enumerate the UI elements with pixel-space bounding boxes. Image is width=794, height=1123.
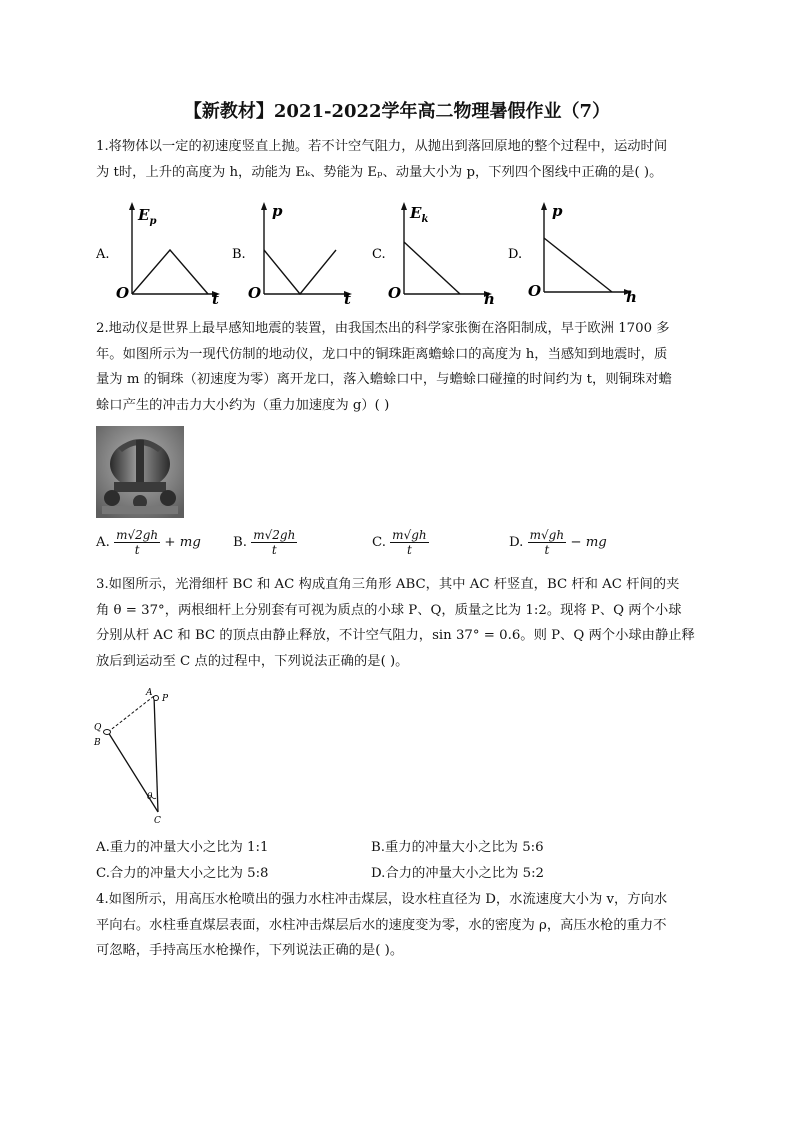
q1-a-curve bbox=[132, 250, 208, 294]
q1-option-a bbox=[96, 198, 226, 306]
q1-option-a-letter: A. bbox=[96, 247, 110, 262]
svg-text:p: p bbox=[552, 202, 563, 220]
q3-triangle-figure bbox=[92, 684, 182, 826]
svg-text:P: P bbox=[162, 694, 169, 704]
q3-line-3: 分别从杆 AC 和 BC 的顶点由静止释放，不计空气阻力，sin 37° = 0.6。则 P、Q 两个小球由静止释 bbox=[96, 628, 695, 643]
svg-text:t: t bbox=[212, 290, 219, 306]
svg-text:B: B bbox=[94, 738, 101, 748]
q1-option-c-letter: C. bbox=[372, 247, 386, 262]
q2-option-b: B. $\frac{m√2gh}{t}$ bbox=[233, 528, 296, 557]
q3-option-c: C.合力的冲量大小之比为 5:8 bbox=[96, 866, 269, 881]
svg-text:h: h bbox=[626, 288, 637, 306]
svg-text:O: O bbox=[528, 282, 542, 300]
q3-option-a: A.重力的冲量大小之比为 1:1 bbox=[96, 840, 269, 855]
svg-text:h: h bbox=[484, 290, 495, 306]
q4-line-1: 4.如图所示，用高压水枪喷出的强力水柱冲击煤层，设水柱直径为 D，水流速度大小为 v，方向水 bbox=[96, 892, 668, 907]
q2-line-4: 蜍口产生的冲击力大小约为（重力加速度为 g）( ) bbox=[96, 397, 390, 413]
q3-line-1: 3.如图所示，光滑细杆 BC 和 AC 构成直角三角形 ABC，其中 AC 杆竖直，BC 杆和 AC 杆间的夹 bbox=[96, 577, 680, 592]
q2-line-1: 2.地动仪是世界上最早感知地震的装置，由我国杰出的科学家张衡在洛阳制成，早于欧洲 1700 多 bbox=[96, 321, 670, 336]
svg-text:t: t bbox=[344, 290, 351, 306]
svg-text:Ek: $E_k$ bbox=[410, 204, 429, 225]
q1-line-1: 1.将物体以一定的初速度竖直上抛。若不计空气阻力，从抛出到落回原地的整个过程中，运动时间 bbox=[96, 139, 668, 154]
q4-line-2: 平向右。水柱垂直煤层表面，水柱冲击煤层后水的速度变为零，水的密度为 ρ，高压水枪的重力不 bbox=[96, 917, 667, 933]
q2-option-a: A. $\frac{m√2gh}{t}$ + mg bbox=[96, 528, 201, 557]
q2-option-d: D. $\frac{m√gh}{t}$ − mg bbox=[509, 528, 607, 557]
page-title: 【新教材】2021-2022学年高二物理暑假作业（7） bbox=[183, 101, 611, 122]
q3-line-4: 放后到运动至 C 点的过程中，下列说法正确的是( )。 bbox=[96, 653, 409, 669]
svg-text:O: O bbox=[116, 284, 130, 302]
question-3-text bbox=[96, 572, 698, 674]
q1-c-curve bbox=[404, 242, 460, 294]
q3-line-2: 角 θ = 37°，两根细杆上分别套有可视为质点的小球 P、Q，质量之比为 1:2。现将 P、Q 两个小球 bbox=[96, 602, 682, 618]
q1-line-2: 为 t时，上升的高度为 h，动能为 Eₖ、势能为 Eₚ、动量大小为 p，下列四个图线中正确的是( )。 bbox=[96, 164, 663, 180]
question-4-text bbox=[96, 887, 698, 964]
q1-option-c bbox=[372, 198, 502, 306]
q1-b-curve bbox=[264, 250, 336, 294]
q1-option-d bbox=[508, 198, 642, 306]
q1-option-b bbox=[232, 198, 362, 306]
q1-option-b-letter: B. bbox=[232, 247, 246, 262]
question-2-text bbox=[96, 316, 698, 418]
q3-option-b: B.重力的冲量大小之比为 5:6 bbox=[371, 840, 544, 855]
svg-text:θ: θ bbox=[147, 792, 153, 802]
q3-option-d: D.合力的冲量大小之比为 5:2 bbox=[371, 866, 545, 881]
q2-line-3: 量为 m 的铜珠（初速度为零）离开龙口，落入蟾蜍口中，与蟾蜍口碰撞的时间约为 t，则铜珠对蟾 bbox=[96, 372, 672, 387]
seismograph-photo bbox=[96, 426, 184, 518]
svg-text:Q: Q bbox=[94, 723, 102, 733]
svg-text:O: O bbox=[248, 284, 262, 302]
q1-option-d-letter: D. bbox=[508, 247, 523, 262]
q1-d-curve bbox=[544, 238, 612, 292]
svg-text:Ep: $E_p$ bbox=[138, 206, 157, 227]
q2-line-2: 年。如图所示为一现代仿制的地动仪，龙口中的铜珠距离蟾蜍口的高度为 h，当感知到地震时，质 bbox=[96, 346, 668, 362]
svg-text:A: A bbox=[146, 688, 153, 698]
question-1-text bbox=[96, 134, 698, 185]
svg-text:C: C bbox=[154, 816, 161, 826]
svg-text:p: p bbox=[272, 202, 283, 220]
q4-line-3: 可忽略，手持高压水枪操作，下列说法正确的是( )。 bbox=[96, 943, 404, 958]
svg-text:O: O bbox=[388, 284, 402, 302]
q2-option-c: C. $\frac{m√gh}{t}$ bbox=[372, 528, 427, 557]
